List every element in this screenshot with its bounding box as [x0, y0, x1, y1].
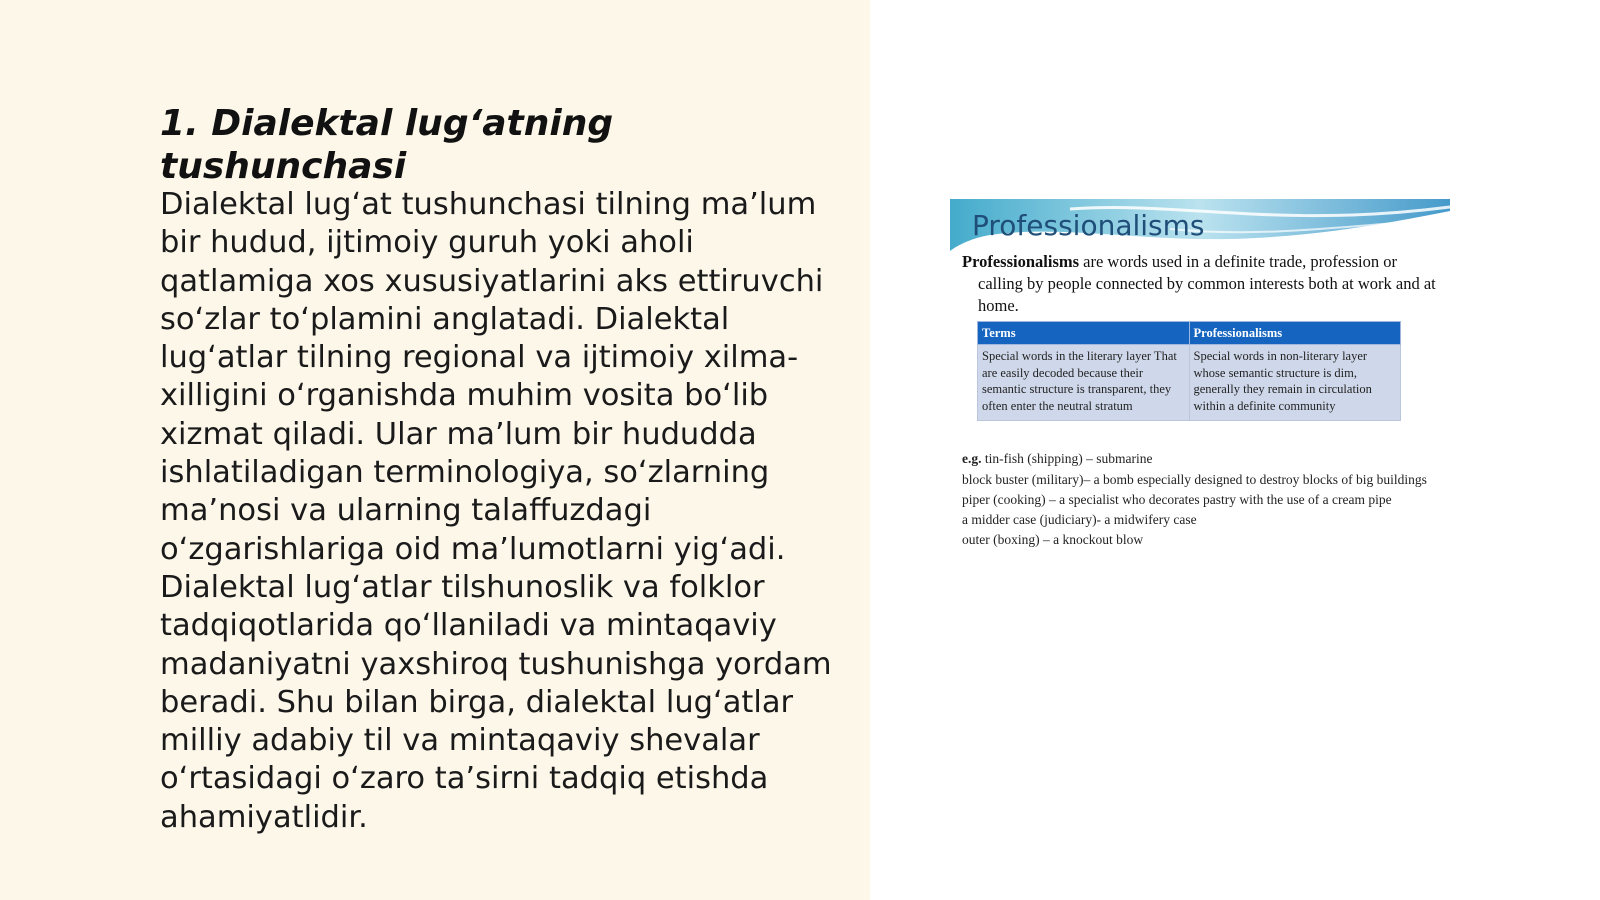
figure-definition — [962, 251, 1438, 317]
example-item: piper (cooking) – a specialist who decorates pastry with the use of a cream pipe — [962, 491, 1392, 507]
professionalisms-figure — [950, 199, 1450, 579]
terms-table — [977, 321, 1401, 421]
slide-body-text: Dialektal lug‘at tushunchasi tilning ma’lum bir hudud, ijtimoiy guruh yoki aholi qatlamiga xos xususiyatlarini aks ettiruvchi so‘zlar to‘plamini anglatadi. Dialektal lug‘atlar tilning regional va ijtimoiy xilma-xilligini o‘rganishda muhim vosita bo‘lib xizmat qiladi. Ular ma’lum bir hududda ishlatiladigan terminologiya, so‘zlarning ma’nosi va ularning talaffuzdagi o‘zgarishlariga oid ma’lumotlarni yig‘adi. Dialektal lug‘atlar tilshunoslik va folklor tadqiqotlarida qo‘llaniladi va mintaqaviy madaniyatni yaxshiroq tushunishga yordam beradi. Shu bilan birga, dialektal lug‘atlar milliy adabiy til va mintaqaviy shevalar o‘rtasidagi o‘zaro ta’sirni tadqiq etishda ahamiyatlidir. — [160, 187, 832, 835]
definition-term: Professionalisms — [962, 252, 1080, 271]
figure-heading: Professionalisms — [972, 209, 1205, 242]
table-header-cell: Terms — [978, 322, 1190, 345]
example-item: e.g. tin-fish (shipping) – submarine — [962, 451, 1153, 466]
table-header-row — [978, 322, 1401, 345]
examples-prefix: e.g. — [962, 451, 982, 466]
table-cell: Special words in the literary layer That are easily decoded because their semantic structure is transparent, they often enter the neutral stratum — [978, 345, 1190, 421]
table-cell: Special words in non-literary layer whose semantic structure is dim, generally they remain in circulation within a definite community — [1189, 345, 1401, 421]
definition-text: are words used in a definite trade, profession or calling by people connected by common interests both at work and at home. — [978, 252, 1436, 315]
table-row — [978, 345, 1401, 421]
examples-list — [962, 451, 1442, 552]
slide-title: 1. Dialektal lug‘atning tushunchasi — [160, 103, 614, 188]
example-item: block buster (military)– a bomb especially designed to destroy blocks of big buildings — [962, 471, 1427, 487]
table-header-cell: Professionalisms — [1189, 322, 1401, 345]
example-item: a midder case (judiciary)- a midwifery case — [962, 511, 1197, 527]
example-item: outer (boxing) – a knockout blow — [962, 531, 1144, 547]
